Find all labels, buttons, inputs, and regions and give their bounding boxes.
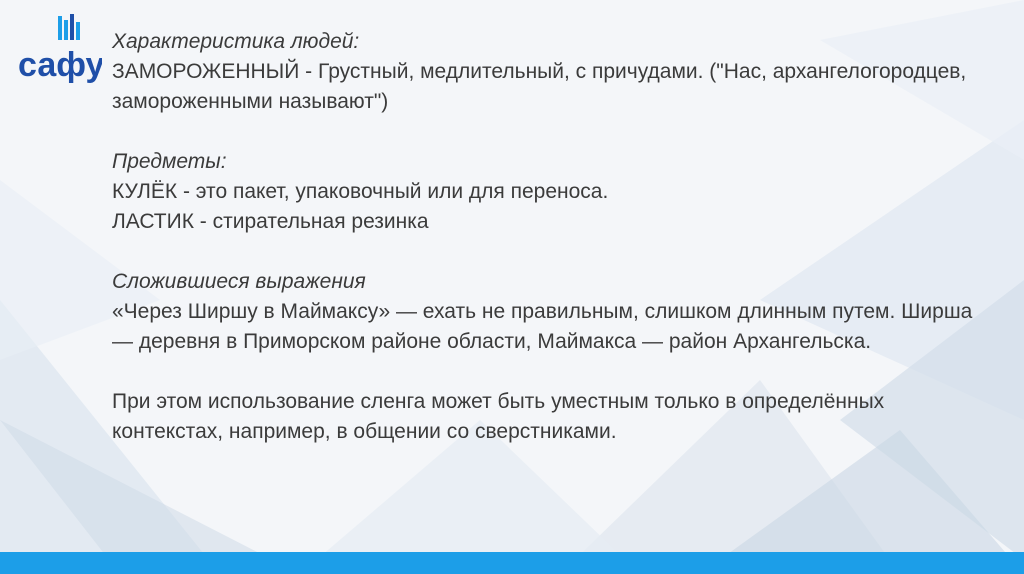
objects-heading: Предметы: [112, 150, 227, 173]
objects-line-1: КУЛЁК - это пакет, упаковочный или для переноса. [112, 180, 609, 203]
expressions-text: «Через Ширшу в Маймаксу» — ехать не правильным, слишком длинным путем. Ширша — деревня в Приморском районе области, Маймакса — район Архангельска. [112, 300, 973, 353]
objects-line-2: ЛАСТИК - стирательная резинка [112, 210, 429, 233]
sadbu-logo [18, 14, 102, 86]
bottom-accent-bar [0, 552, 1024, 574]
characteristics-text: ЗАМОРОЖЕННЫЙ - Грустный, медлительный, с причудами. ("Нас, архангелогородцев, замороженными называют") [112, 60, 967, 113]
conclusion-text: При этом использование сленга может быть уместным только в определённых контекстах, например, в общении со сверстниками. [112, 390, 885, 443]
expressions-heading: Сложившиеся выражения [112, 270, 366, 293]
slide-content [112, 27, 992, 447]
sadbu-logo-icon [18, 14, 102, 86]
logo-text: сафу [18, 46, 102, 84]
characteristics-heading: Характеристика людей: [112, 30, 360, 53]
